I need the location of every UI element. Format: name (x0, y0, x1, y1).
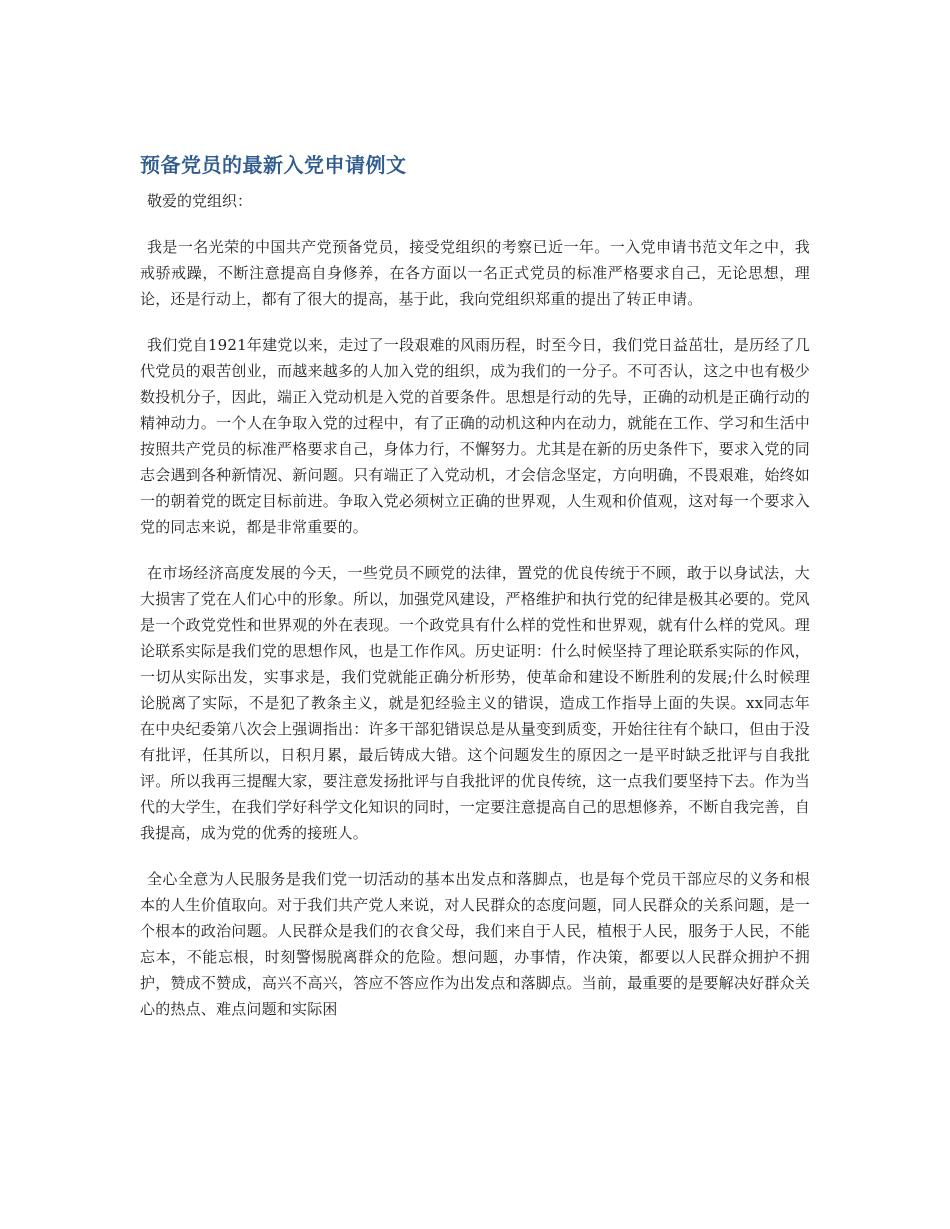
salutation: 敬爱的党组织： (147, 192, 253, 210)
document-title: 预备党员的最新入党申请例文 (140, 153, 407, 177)
paragraph-4: 全心全意为人民服务是我们党一切活动的基本出发点和落脚点，也是每个党员干部应尽的义务和根本的人生价值取向。对于我们共产党人来说，对人民群众的态度问题，同人民群众的关系问题，是一个根本的政治问题。人民群众是我们的衣食父母，我们来自于人民，植根于人民，服务于人民，不能忘本，不能忘根，时刻警惕脱离群众的危险。想问题，办事情，作决策，都要以人民群众拥护不拥护，赞成不赞成，高兴不高兴，答应不答应作为出发点和落脚点。当前，最重要的是要解决好群众关心的热点、难点问题和实际困 (140, 870, 810, 1018)
paragraph-2: 我们党自1921年建党以来，走过了一段艰难的风雨历程，时至今日，我们党日益茁壮，是历经了几代党员的艰苦创业，而越来越多的人加入党的组织，成为我们的一分子。不可否认，这之中也有极少数投机分子，因此，端正入党动机是入党的首要条件。思想是行动的先导，正确的动机是正确行动的精神动力。一个人在争取入党的过程中，有了正确的动机这种内在动力，就能在工作、学习和生活中按照共产党员的标准严格要求自己，身体力行，不懈努力。尤其是在新的历史条件下，要求入党的同志会遇到各种新情况、新问题。只有端正了入党动机，才会信念坚定，方向明确，不畏艰难，始终如一的朝着党的既定目标前进。争取入党必须树立正确的世界观，人生观和价值观，这对每一个要求入党的同志来说，都是非常重要的。 (140, 336, 810, 536)
paragraph-3: 在市场经济高度发展的今天，一些党员不顾党的法律，置党的优良传统于不顾，敢于以身试法，大大损害了党在人们心中的形象。所以，加强党风建设，严格维护和执行党的纪律是极其必要的。党风是一个政党党性和世界观的外在表现。一个政党具有什么样的党性和世界观，就有什么样的党风。理论联系实际是我们党的思想作风，也是工作作风。历史证明：什么时候坚持了理论联系实际的作风，一切从实际出发，实事求是，我们党就能正确分析形势，使革命和建设不断胜利的发展;什么时候理论脱离了实际，不是犯了教条主义，就是犯经验主义的错误，造成工作指导上面的失误。xx同志年在中央纪委第八次会上强调指出：许多干部犯错误总是从量变到质变，开始往往有个缺口，但由于没有批评，任其所以，日积月累，最后铸成大错。这个问题发生的原因之一是平时缺乏批评与自我批评。所以我再三提醒大家，要注意发扬批评与自我批评的优良传统，这一点我们要坚持下去。作为当代的大学生，在我们学好科学文化知识的同时，一定要注意提高自己的思想修养，不断自我完善，自我提高，成为党的优秀的接班人。 (140, 564, 810, 842)
document-page (140, 148, 810, 1042)
paragraph-1: 我是一名光荣的中国共产党预备党员，接受党组织的考察已近一年。一入党申请书范文年之中，我戒骄戒躁，不断注意提高自身修养，在各方面以一名正式党员的标准严格要求自己，无论思想，理论，还是行动上，都有了很大的提高，基于此，我向党组织郑重的提出了转正申请。 (140, 238, 810, 308)
